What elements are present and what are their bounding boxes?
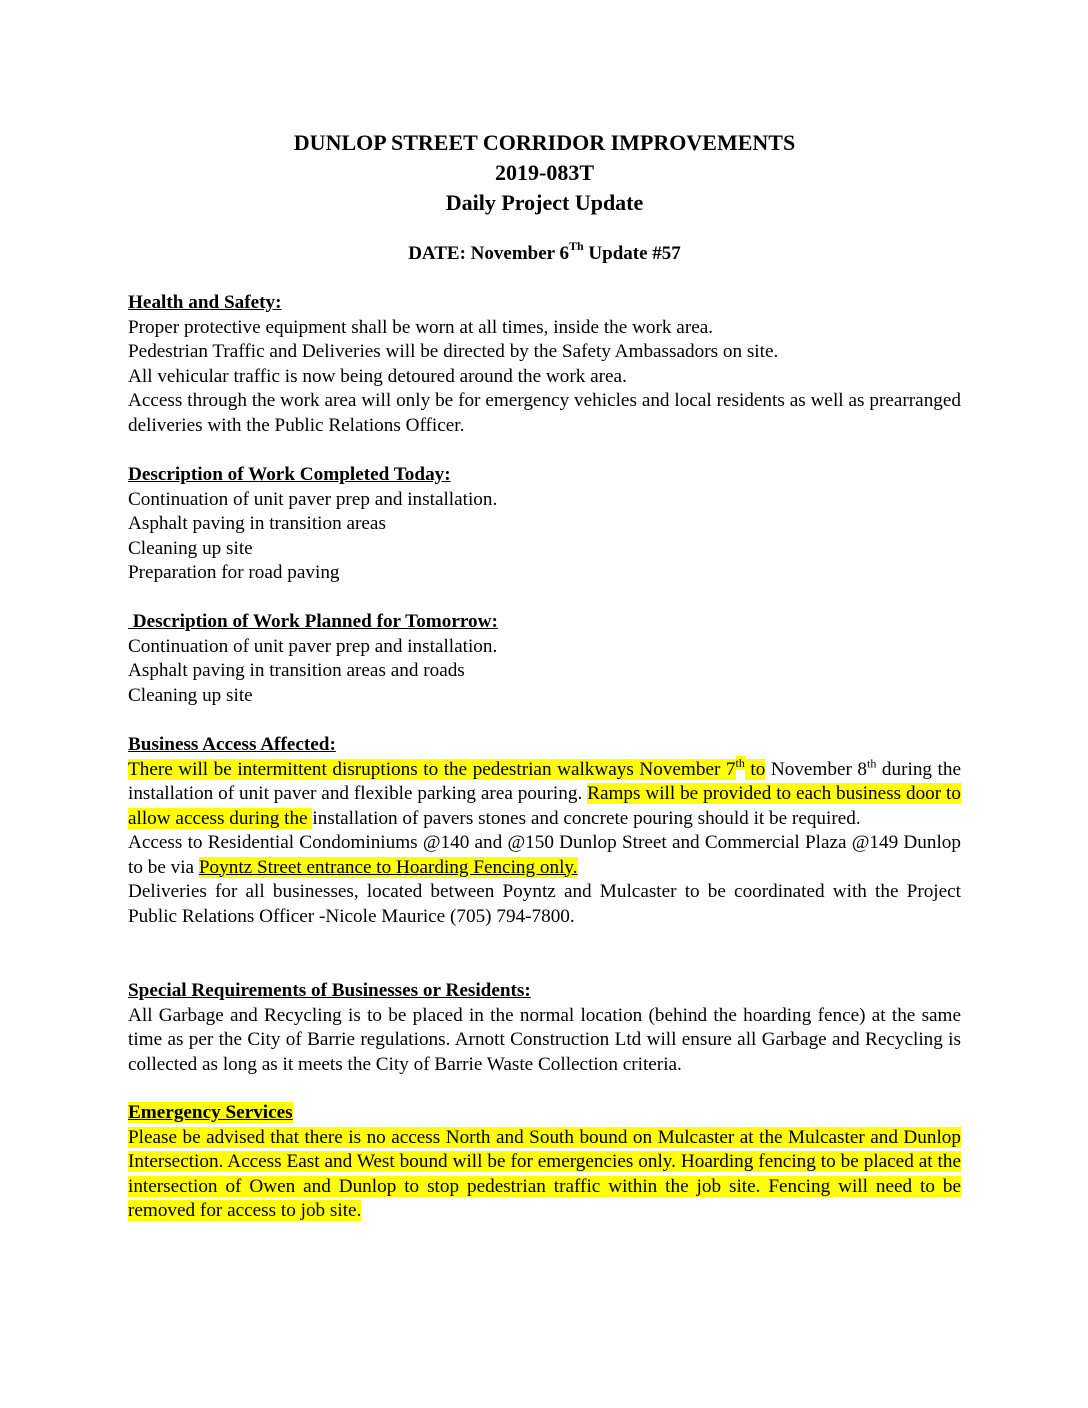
contract-number: 2019-083T	[495, 160, 594, 185]
date-prefix: DATE: November 6	[408, 243, 569, 264]
emergency-highlighted-text: Please be advised that there is no access North and South bound on Mulcaster at the Mulcaster and Dunlop Intersection. Access East and West bound will be for emergencies only. Hoarding fencing to be placed at the intersection of Owen and Dunlop to stop pedestrian traffic within the job site. Fencing will need to be removed for access to job site.	[128, 1126, 961, 1221]
business-access-section	[128, 733, 961, 929]
emergency-heading-text: Emergency Services	[128, 1102, 293, 1123]
plain-text: November 8	[765, 758, 868, 780]
work-today-line: Continuation of unit paver prep and installation.	[128, 488, 498, 510]
date-suffix: Update #57	[583, 243, 681, 264]
health-safety-line: Pedestrian Traffic and Deliveries will be directed by the Safety Ambassadors on site.	[128, 341, 779, 362]
work-tomorrow-section	[128, 610, 961, 708]
business-access-heading: Business Access Affected:	[128, 734, 336, 755]
work-today-line: Asphalt paving in transition areas	[128, 513, 386, 534]
health-safety-line: All vehicular traffic is now being detoured around the work area.	[128, 365, 627, 387]
highlighted-superscript: th	[735, 756, 745, 771]
work-tomorrow-line: Asphalt paving in transition areas and roads	[128, 660, 465, 681]
work-tomorrow-line: Continuation of unit paver prep and installation.	[128, 635, 498, 657]
work-today-section	[128, 463, 961, 586]
health-safety-line: Proper protective equipment shall be worn at all times, inside the work area.	[128, 316, 714, 338]
plain-text: Access to Residential Condominiums @140 and @150 Dunlop Street and Commercial Plaza @149 Dunlop to be via	[128, 832, 961, 878]
business-access-paragraph-2	[128, 831, 961, 880]
business-access-paragraph-3: Deliveries for all businesses, located between Poyntz and Mulcaster to be coordinated with the Project Public Relations Officer -Nicole Maurice (705) 794-7800.	[128, 881, 961, 927]
date-superscript: Th	[568, 238, 584, 253]
work-tomorrow-heading: Description of Work Planned for Tomorrow:	[128, 611, 498, 632]
highlighted-text: There will be intermittent disruptions to the pedestrian walkways November 7	[128, 758, 736, 780]
emergency-heading	[128, 1101, 961, 1126]
highlighted-text: to	[744, 758, 766, 780]
health-safety-line: Access through the work area will only be for emergency vehicles and local residents as well as prearranged deliveries with the Public Relations Officer.	[128, 390, 961, 436]
health-safety-heading: Health and Safety:	[128, 292, 282, 313]
business-access-paragraph-1	[128, 758, 961, 832]
emergency-text	[128, 1126, 961, 1224]
date-line	[128, 240, 961, 268]
document-subtitle: Daily Project Update	[445, 190, 644, 215]
work-today-heading: Description of Work Completed Today:	[128, 464, 451, 485]
work-today-line: Cleaning up site	[128, 537, 253, 559]
plain-text: during the installation of unit paver and flexible parking area pouring.	[128, 758, 961, 804]
work-tomorrow-line: Cleaning up site	[128, 684, 253, 706]
special-requirements-text: All Garbage and Recycling is to be placed in the normal location (behind the hoarding fence) at the same time as per the City of Barrie regulations. Arnott Construction Ltd will ensure all Garbage and Recycling is collected as long as it meets the City of Barrie Waste Collection criteria.	[128, 1004, 961, 1075]
emergency-section	[128, 1101, 961, 1224]
highlighted-underlined-text: Poyntz Street entrance to Hoarding Fencing only.	[198, 856, 578, 878]
highlighted-text: Ramps will be provided to each business door to allow access during the	[128, 783, 961, 829]
document-title: DUNLOP STREET CORRIDOR IMPROVEMENTS	[293, 130, 796, 155]
health-safety-section	[128, 291, 961, 438]
plain-text: installation of pavers stones and concrete pouring should it be required.	[312, 807, 861, 829]
special-requirements-section	[128, 979, 961, 1077]
special-requirements-heading: Special Requirements of Businesses or Residents:	[128, 980, 531, 1001]
superscript: th	[867, 756, 877, 771]
work-today-line: Preparation for road paving	[128, 562, 340, 583]
